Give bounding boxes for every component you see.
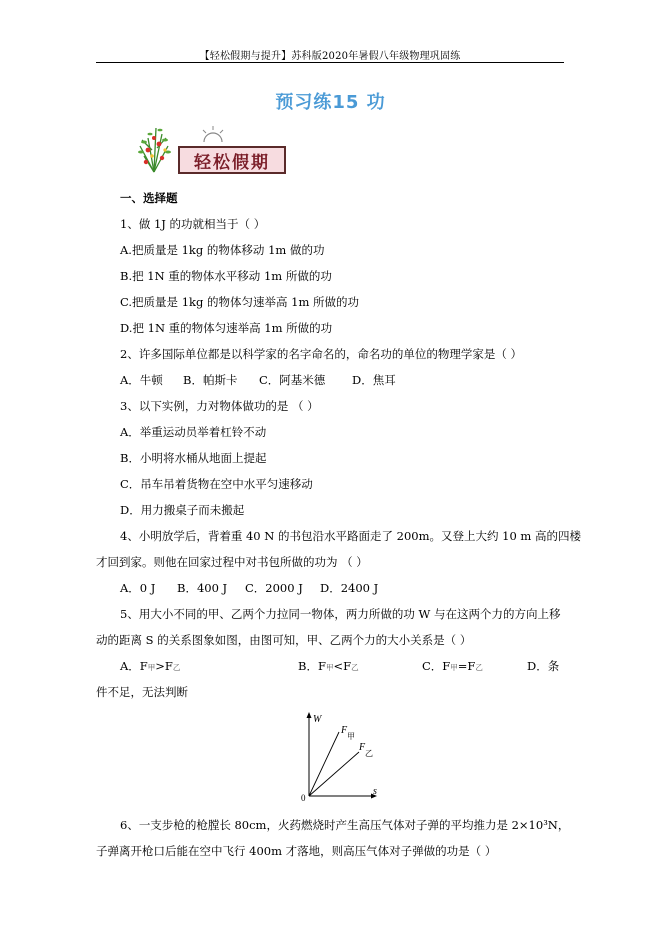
question-4-option-a: A．0 J <box>120 581 156 595</box>
question-2-stem: 2、许多国际单位都是以科学家的名字命名的，命名功的单位的物理学家是（ ） <box>120 347 522 361</box>
question-1-option-b: B.把 1N 重的物体水平移动 1m 所做的功 <box>120 269 332 283</box>
question-3-option-d: D．用力搬桌子而未搬起 <box>120 503 245 517</box>
line-f-yi-label: F <box>359 742 366 753</box>
question-5-option-d-continued: 件不足，无法判断 <box>96 685 188 699</box>
sun-icon <box>198 124 228 144</box>
question-4-option-b: B．400 J <box>177 581 228 595</box>
page-title: 预习练15 功 <box>275 92 386 113</box>
work-distance-graph <box>293 708 383 803</box>
question-2-option-d: D．焦耳 <box>352 373 396 387</box>
option-b-force: B．F <box>298 659 326 673</box>
header-divider <box>96 62 564 63</box>
question-6-stem-line-1: 6、一支步枪的枪膛长 80cm，火药燃烧时产生高压气体对子弹的平均推力是 2×10³N， <box>120 818 570 832</box>
option-c-force: C．F <box>422 659 451 673</box>
option-a-relation: >F <box>155 659 173 673</box>
line-f-yi-subscript: 乙 <box>365 749 373 758</box>
question-3-option-c: C．吊车吊着货物在空中水平匀速移动 <box>120 477 313 491</box>
question-5-stem-line-2: 动的距离 S 的关系图象如图，由图可知，甲、乙两个力的大小关系是（ ） <box>96 633 472 647</box>
question-5-option-b <box>298 659 359 675</box>
question-5-option-a <box>120 659 180 675</box>
question-6-stem-line-2: 子弹离开枪口后能在空中飞行 400m 才落地，则高压气体对子弹做的功是（ ） <box>96 844 497 858</box>
question-3-option-b: B．小明将水桶从地面上提起 <box>120 451 267 465</box>
option-a-force: A．F <box>120 659 148 673</box>
question-1-option-c: C.把质量是 1kg 的物体匀速举高 1m 所做的功 <box>120 295 360 309</box>
question-5-stem-line-1: 5、用大小不同的甲、乙两个力拉同一物体，两力所做的功 W 与在这两个力的方向上移 <box>120 607 561 621</box>
section-heading: 一、选择题 <box>120 191 178 205</box>
question-1-option-d: D.把 1N 重的物体匀速举高 1m 所做的功 <box>120 321 333 335</box>
x-axis-label: s <box>373 786 377 797</box>
option-b-sub-2: 乙 <box>351 663 359 672</box>
question-4-option-d: D．2400 J <box>320 581 379 595</box>
page-header: 【轻松假期与提升】苏科版2020年暑假八年级物理巩固练 <box>199 51 461 62</box>
option-a-sub-1: 甲 <box>147 663 156 672</box>
origin-label: 0 <box>301 793 306 803</box>
question-2-option-c: C．阿基米德 <box>259 373 326 387</box>
question-5-option-d: D．条 <box>527 659 560 673</box>
option-b-sub-1: 甲 <box>325 663 334 672</box>
question-4-stem-line-2: 才回到家。则他在回家过程中对书包所做的功为 （ ） <box>96 555 368 569</box>
question-4-stem-line-1: 4、小明放学后，背着重 40 N 的书包沿水平路面走了 200m。又登上大约 10 m 高的四楼 <box>120 529 581 543</box>
option-b-relation: <F <box>333 659 352 673</box>
question-4-option-c: C．2000 J <box>245 581 303 595</box>
option-c-sub-2: 乙 <box>475 663 483 672</box>
question-3-stem: 3、以下实例，力对物体做功的是 （ ） <box>120 399 319 413</box>
line-f-yi <box>309 752 359 796</box>
option-c-relation: =F <box>457 659 476 673</box>
line-f-jia <box>309 732 339 796</box>
line-f-jia-subscript: 甲 <box>347 732 355 741</box>
y-axis-arrow-icon <box>307 712 312 718</box>
question-1-stem: 1、做 1J 的功就相当于（ ） <box>120 217 266 231</box>
line-f-jia-label: F <box>341 725 348 736</box>
y-axis-label: W <box>313 714 322 725</box>
banner <box>132 120 292 174</box>
option-a-sub-2: 乙 <box>172 663 181 672</box>
question-3-option-a: A．举重运动员举着杠铃不动 <box>120 425 267 439</box>
question-5-option-c <box>422 659 483 675</box>
banner-label: 轻松假期 <box>194 152 270 173</box>
question-1-option-a: A.把质量是 1kg 的物体移动 1m 做的功 <box>120 243 325 257</box>
banner-label-box <box>178 146 286 174</box>
question-2-option-b: B．帕斯卡 <box>183 373 238 387</box>
option-c-sub-1: 甲 <box>450 663 458 672</box>
question-2-option-a: A．牛顿 <box>120 373 163 387</box>
